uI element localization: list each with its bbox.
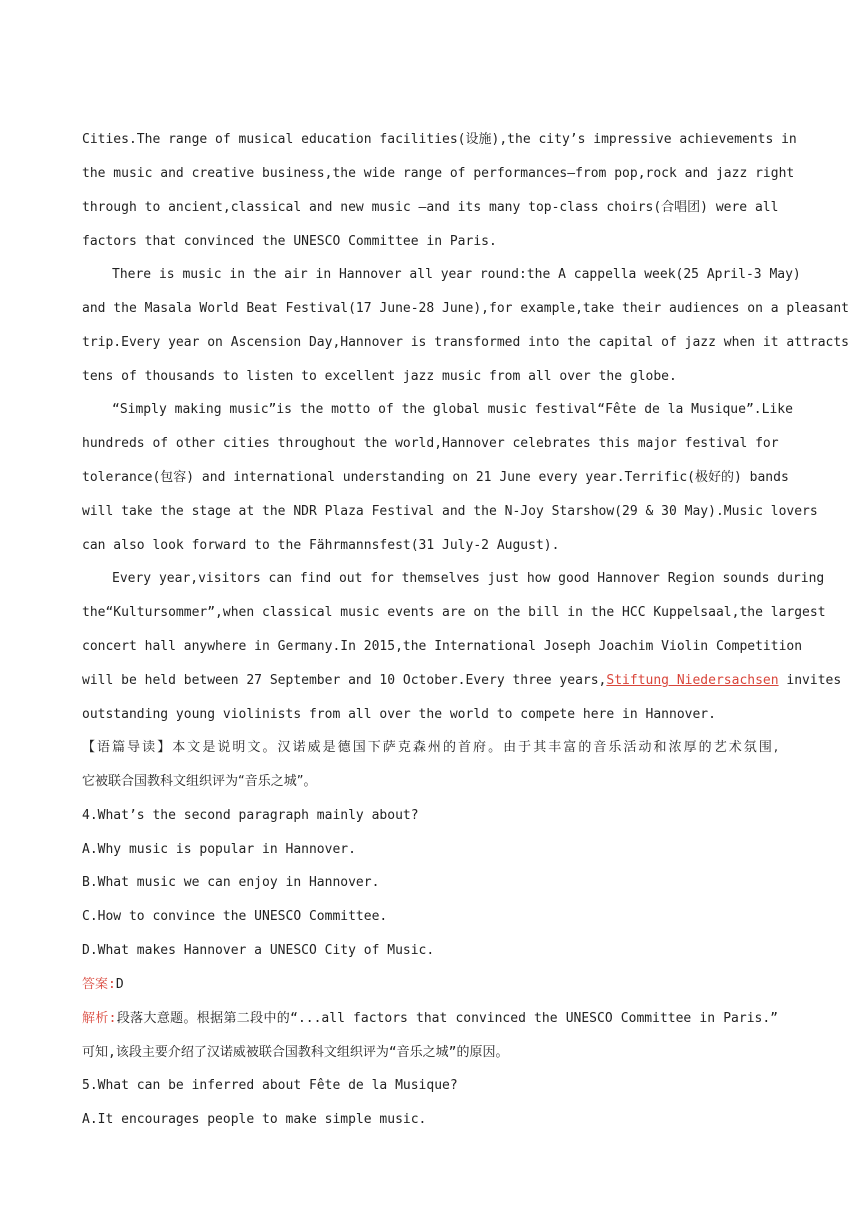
guide-line-2: 它被联合国教科文组织评为“音乐之城”。 (82, 774, 317, 789)
p2-line-4: tens of thousands to listen to excellent jazz music from all over the globe. (82, 369, 677, 384)
p4-line-1: Every year,visitors can find out for themselves just how good Hannover Region sounds during (112, 571, 825, 586)
p4-line-2: the“Kultursommer”,when classical music events are on the bill in the HCC Kuppelsaal,the largest (82, 605, 826, 620)
p3-line-3: tolerance(包容) and international understanding on 21 June every year.Terrific(极好的) bands (82, 470, 789, 485)
q4-option-c: C.How to convince the UNESCO Committee. (82, 909, 388, 924)
p2-line-1: There is music in the air in Hannover all year round:the A cappella week(25 April-3 May) (112, 267, 801, 282)
q4-answer (82, 968, 778, 1002)
analysis-label: 解析: (82, 1011, 117, 1026)
q5-option-a: A.It encourages people to make simple music. (82, 1112, 427, 1127)
p3-line-1: “Simply making music”is the motto of the global music festival“Fête de la Musique”.Like (112, 402, 793, 417)
p4-line-4-tail: invites (778, 673, 842, 688)
p2-line-3: trip.Every year on Ascension Day,Hannover is transformed into the capital of jazz when it attracts (82, 335, 850, 350)
p4-line-4 (82, 664, 842, 698)
p3-line-2: hundreds of other cities throughout the world,Hannover celebrates this major festival for (82, 436, 779, 451)
analysis-text: 段落大意题。根据第二段中的“...all factors that convinced the UNESCO Committee in Paris.” (116, 1011, 779, 1026)
p4-line-3: concert hall anywhere in Germany.In 2015,the International Joseph Joachim Violin Competition (82, 639, 803, 654)
p3-line-4: will take the stage at the NDR Plaza Festival and the N-Joy Starshow(29 & 30 May).Music lovers (82, 504, 818, 519)
p4-line-5: outstanding young violinists from all over the world to compete here in Hannover. (82, 707, 716, 722)
q5-question: 5.What can be inferred about Fête de la Musique? (82, 1078, 458, 1093)
stiftung-link[interactable]: Stiftung Niedersachsen (606, 673, 779, 688)
guide-line-1: 【语篇导读】本文是说明文。汉诺威是德国下萨克森州的首府。由于其丰富的音乐活动和浓厚的艺术氛围, (82, 740, 778, 755)
answer-value: D (115, 977, 124, 992)
q4-question: 4.What’s the second paragraph mainly about? (82, 808, 419, 823)
answer-label: 答案: (82, 977, 116, 992)
p2-line-2: and the Masala World Beat Festival(17 June-28 June),for example,take their audiences on a pleasant (82, 301, 850, 316)
q4-option-b: B.What music we can enjoy in Hannover. (82, 875, 380, 890)
p3-line-5: can also look forward to the Fährmannsfest(31 July-2 August). (82, 538, 560, 553)
q4-option-d: D.What makes Hannover a UNESCO City of Music. (82, 943, 435, 958)
p1-line-3: through to ancient,classical and new music —and its many top-class choirs(合唱团) were all (82, 200, 779, 215)
q4-option-a: A.Why music is popular in Hannover. (82, 842, 356, 857)
q4-analysis-line-1 (82, 1002, 778, 1036)
p1-line-1: Cities.The range of musical education facilities(设施),the city’s impressive achievements in (82, 132, 797, 147)
p4-line-4-text: will be held between 27 September and 10 October.Every three years, (82, 673, 607, 688)
p1-line-4: factors that convinced the UNESCO Committee in Paris. (82, 234, 497, 249)
q4-analysis-line-2: 可知,该段主要介绍了汉诺威被联合国教科文组织评为“音乐之城”的原因。 (82, 1045, 509, 1060)
p1-line-2: the music and creative business,the wide range of performances—from pop,rock and jazz right (82, 166, 795, 181)
